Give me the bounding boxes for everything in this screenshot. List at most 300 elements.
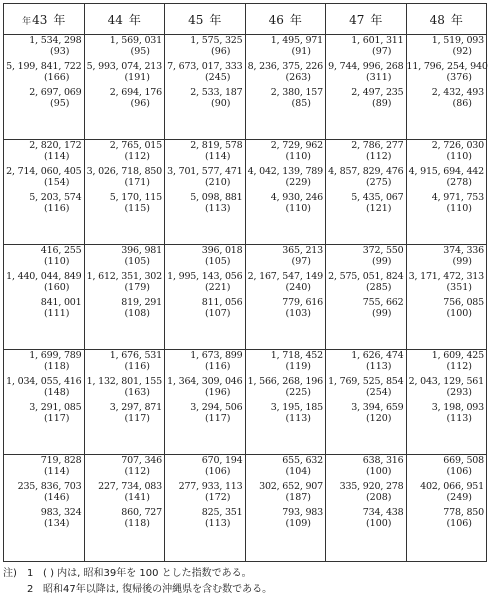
- entry-index: (110): [285, 203, 311, 214]
- entry-value: 2, 533, 187: [190, 87, 243, 98]
- cell-entry: [4, 61, 84, 83]
- cell-entry: [246, 402, 326, 424]
- entry-index: (120): [365, 413, 392, 424]
- entry-value: 302, 652, 907: [259, 481, 323, 492]
- table-cell: [245, 35, 326, 140]
- cell-entry: [326, 87, 406, 109]
- entry-index: (114): [204, 151, 231, 162]
- cell-entry: [407, 507, 487, 529]
- cell-entry: [326, 376, 406, 398]
- cell-entry: [4, 376, 84, 398]
- year-unit: 年: [450, 12, 463, 27]
- entry-index: (275): [365, 177, 392, 188]
- cell-entry: [4, 245, 84, 267]
- entry-value: 669, 508: [443, 455, 484, 466]
- entry-value: 3, 026, 718, 850: [86, 166, 162, 177]
- cell-entry: [85, 297, 165, 319]
- cell-entry: [4, 35, 84, 57]
- cell-entry: [407, 61, 487, 83]
- cell-entry: [326, 140, 406, 162]
- entry-index: (108): [124, 308, 150, 319]
- entry-value: 1, 673, 899: [190, 350, 243, 361]
- year-number: 45: [188, 12, 204, 27]
- entry-value: 4, 857, 829, 476: [328, 166, 404, 177]
- entry-index: (106): [446, 518, 472, 529]
- year-unit: 年: [370, 12, 383, 27]
- entry-value: 2, 819, 578: [190, 140, 243, 151]
- entry-value: 5, 098, 881: [190, 192, 243, 203]
- cell-entry: [85, 271, 165, 293]
- cell-entry: [165, 455, 245, 477]
- entry-index: (263): [285, 72, 311, 83]
- table-cell: [245, 455, 326, 562]
- year-number: 46: [268, 12, 284, 27]
- entry-index: (107): [204, 308, 231, 319]
- entry-value: 402, 066, 951: [420, 481, 484, 492]
- table-cell: [406, 35, 487, 140]
- cell-entry: [4, 166, 84, 188]
- entry-index: (254): [365, 387, 392, 398]
- cell-entry: [326, 481, 406, 503]
- cell-entry: [246, 35, 326, 57]
- cell-entry: [4, 481, 84, 503]
- cell-entry: [85, 402, 165, 424]
- entry-value: 396, 018: [201, 245, 243, 256]
- entry-index: (113): [285, 413, 311, 424]
- cell-entry: [165, 481, 245, 503]
- cell-entry: [165, 87, 245, 109]
- entry-index: (116): [43, 203, 70, 214]
- year-number: 43: [32, 12, 48, 27]
- cell-entry: [85, 376, 165, 398]
- table-cell: [326, 350, 407, 455]
- entry-value: 5, 435, 067: [351, 192, 404, 203]
- table-row: [4, 35, 487, 140]
- footnotes: [3, 566, 487, 598]
- entry-value: 335, 920, 278: [339, 481, 404, 492]
- footnote-text: ( ) 内は, 昭和39年を 100 とした指数である。: [43, 568, 252, 579]
- entry-index: (111): [43, 308, 70, 319]
- entry-value: 825, 351: [201, 507, 243, 518]
- entry-index: (113): [365, 361, 392, 372]
- cell-entry: [326, 166, 406, 188]
- cell-entry: [407, 166, 487, 188]
- table-cell: [4, 455, 85, 562]
- cell-entry: [326, 297, 406, 319]
- cell-entry: [165, 140, 245, 162]
- entry-index: (100): [446, 308, 472, 319]
- entry-index: (245): [204, 72, 231, 83]
- entry-value: 277, 933, 113: [178, 481, 243, 492]
- cell-entry: [4, 192, 84, 214]
- entry-value: 1, 626, 474: [351, 350, 404, 361]
- entry-index: (105): [204, 256, 231, 267]
- cell-entry: [85, 455, 165, 477]
- cell-entry: [165, 350, 245, 372]
- entry-value: 756, 085: [443, 297, 484, 308]
- table-cell: [84, 35, 165, 140]
- cell-entry: [246, 87, 326, 109]
- year-header-5: [406, 4, 487, 35]
- entry-index: (146): [43, 492, 70, 503]
- footnote-label: 注): [3, 568, 17, 579]
- cell-entry: [326, 245, 406, 267]
- entry-value: 1, 612, 351, 302: [86, 271, 162, 282]
- entry-value: 1, 676, 531: [109, 350, 162, 361]
- entry-index: (221): [204, 282, 231, 293]
- table-cell: [84, 455, 165, 562]
- cell-entry: [407, 192, 487, 214]
- entry-index: (85): [291, 98, 311, 109]
- entry-index: (113): [204, 518, 231, 529]
- cell-entry: [246, 507, 326, 529]
- entry-value: 1, 364, 309, 046: [167, 376, 243, 387]
- year-unit: 年: [209, 12, 222, 27]
- entry-index: (112): [124, 151, 150, 162]
- entry-value: 3, 394, 659: [351, 402, 404, 413]
- entry-value: 860, 727: [121, 507, 162, 518]
- entry-value: 227, 734, 083: [98, 481, 162, 492]
- table-cell: [326, 455, 407, 562]
- table-cell: [165, 455, 246, 562]
- footnote-2: [3, 582, 487, 598]
- cell-entry: [165, 192, 245, 214]
- data-table: [3, 3, 487, 562]
- entry-value: 5, 199, 841, 722: [6, 61, 82, 72]
- entry-index: (89): [371, 98, 392, 109]
- entry-value: 3, 171, 472, 313: [408, 271, 484, 282]
- entry-index: (93): [49, 46, 70, 57]
- cell-entry: [85, 245, 165, 267]
- cell-entry: [4, 87, 84, 109]
- entry-value: 819, 291: [121, 297, 162, 308]
- entry-index: (112): [365, 151, 392, 162]
- cell-entry: [246, 166, 326, 188]
- entry-value: 1, 519, 093: [431, 35, 484, 46]
- cell-entry: [246, 350, 326, 372]
- entry-value: 2, 765, 015: [109, 140, 162, 151]
- cell-entry: [326, 192, 406, 214]
- table-cell: [406, 245, 487, 350]
- entry-value: 3, 291, 085: [29, 402, 82, 413]
- entry-value: 1, 995, 143, 056: [167, 271, 243, 282]
- entry-value: 4, 042, 139, 789: [247, 166, 323, 177]
- year-header-1: [84, 4, 165, 35]
- cell-entry: [326, 35, 406, 57]
- cell-entry: [246, 481, 326, 503]
- entry-index: (229): [285, 177, 311, 188]
- entry-value: 1, 769, 525, 854: [328, 376, 404, 387]
- entry-value: 2, 697, 069: [29, 87, 82, 98]
- footnote-1: [3, 566, 487, 582]
- entry-value: 5, 203, 574: [29, 192, 82, 203]
- entry-value: 374, 336: [443, 245, 484, 256]
- cell-entry: [246, 61, 326, 83]
- cell-entry: [246, 297, 326, 319]
- entry-index: (278): [446, 177, 472, 188]
- cell-entry: [326, 350, 406, 372]
- entry-value: 3, 294, 506: [190, 402, 243, 413]
- entry-index: (97): [371, 46, 392, 57]
- entry-index: (225): [285, 387, 311, 398]
- year-unit: 年: [53, 12, 66, 27]
- entry-value: 638, 316: [362, 455, 404, 466]
- entry-index: (110): [285, 151, 311, 162]
- cell-entry: [85, 192, 165, 214]
- year-number: 44: [107, 12, 123, 27]
- cell-entry: [165, 297, 245, 319]
- entry-value: 2, 694, 176: [109, 87, 162, 98]
- cell-entry: [246, 192, 326, 214]
- entry-index: (110): [446, 203, 472, 214]
- entry-value: 1, 718, 452: [270, 350, 323, 361]
- entry-index: (99): [371, 308, 392, 319]
- entry-index: (121): [365, 203, 392, 214]
- entry-value: 3, 701, 577, 471: [167, 166, 243, 177]
- entry-index: (100): [365, 466, 392, 477]
- entry-value: 235, 836, 703: [17, 481, 82, 492]
- cell-entry: [326, 402, 406, 424]
- entry-index: (97): [291, 256, 311, 267]
- entry-index: (293): [446, 387, 472, 398]
- entry-value: 841, 001: [40, 297, 82, 308]
- entry-value: 5, 993, 074, 213: [86, 61, 162, 72]
- entry-value: 1, 495, 971: [270, 35, 323, 46]
- table-cell: [245, 140, 326, 245]
- table-cell: [245, 350, 326, 455]
- cell-entry: [4, 297, 84, 319]
- entry-value: 2, 729, 962: [270, 140, 323, 151]
- entry-index: (110): [446, 151, 472, 162]
- table-cell: [406, 350, 487, 455]
- entry-value: 2, 043, 129, 561: [408, 376, 484, 387]
- entry-value: 778, 850: [443, 507, 484, 518]
- entry-index: (113): [204, 203, 231, 214]
- entry-value: 2, 714, 060, 405: [6, 166, 82, 177]
- entry-value: 2, 497, 235: [351, 87, 404, 98]
- entry-value: 1, 566, 268, 196: [247, 376, 323, 387]
- cell-entry: [246, 245, 326, 267]
- entry-value: 372, 550: [362, 245, 404, 256]
- cell-entry: [165, 402, 245, 424]
- entry-value: 779, 616: [282, 297, 323, 308]
- entry-value: 8, 236, 375, 226: [247, 61, 323, 72]
- cell-entry: [407, 481, 487, 503]
- entry-index: (117): [124, 413, 150, 424]
- entry-index: (96): [210, 46, 231, 57]
- table-cell: [4, 350, 85, 455]
- cell-entry: [165, 245, 245, 267]
- entry-index: (117): [204, 413, 231, 424]
- entry-index: (118): [43, 361, 70, 372]
- entry-value: 1, 699, 789: [29, 350, 82, 361]
- entry-index: (114): [43, 151, 70, 162]
- entry-index: (179): [124, 282, 150, 293]
- entry-index: (106): [446, 466, 472, 477]
- entry-index: (112): [446, 361, 472, 372]
- entry-index: (171): [124, 177, 150, 188]
- entry-value: 1, 575, 325: [190, 35, 243, 46]
- table-cell: [245, 245, 326, 350]
- cell-entry: [85, 350, 165, 372]
- table-row: [4, 350, 487, 455]
- entry-value: 1, 601, 311: [351, 35, 404, 46]
- entry-index: (114): [43, 466, 70, 477]
- cell-entry: [246, 140, 326, 162]
- year-header-0: [4, 4, 85, 35]
- entry-value: 1, 034, 055, 416: [6, 376, 82, 387]
- table-cell: [326, 140, 407, 245]
- cell-entry: [4, 140, 84, 162]
- entry-value: 2, 432, 493: [431, 87, 484, 98]
- entry-index: (99): [371, 256, 392, 267]
- entry-value: 3, 198, 093: [431, 402, 484, 413]
- entry-value: 1, 440, 044, 849: [6, 271, 82, 282]
- entry-index: (118): [124, 518, 150, 529]
- entry-index: (95): [49, 98, 70, 109]
- cell-entry: [165, 271, 245, 293]
- cell-entry: [326, 455, 406, 477]
- table-cell: [165, 350, 246, 455]
- table-cell: [406, 455, 487, 562]
- entry-value: 2, 167, 547, 149: [247, 271, 323, 282]
- cell-entry: [4, 455, 84, 477]
- entry-index: (103): [285, 308, 311, 319]
- cell-entry: [407, 140, 487, 162]
- entry-value: 2, 575, 051, 824: [328, 271, 404, 282]
- entry-value: 755, 662: [362, 297, 404, 308]
- entry-index: (86): [452, 98, 472, 109]
- cell-entry: [407, 245, 487, 267]
- entry-value: 4, 915, 694, 442: [408, 166, 484, 177]
- cell-entry: [407, 297, 487, 319]
- entry-index: (91): [291, 46, 311, 57]
- cell-entry: [326, 61, 406, 83]
- entry-index: (154): [43, 177, 70, 188]
- entry-index: (90): [210, 98, 231, 109]
- entry-value: 811, 056: [201, 297, 243, 308]
- cell-entry: [85, 35, 165, 57]
- footnote-number: 2: [27, 584, 34, 595]
- cell-entry: [165, 35, 245, 57]
- table-cell: [84, 350, 165, 455]
- entry-value: 2, 786, 277: [351, 140, 404, 151]
- year-mark: 年: [22, 16, 32, 27]
- entry-index: (166): [43, 72, 70, 83]
- entry-value: 3, 195, 185: [270, 402, 323, 413]
- cell-entry: [165, 61, 245, 83]
- cell-entry: [85, 507, 165, 529]
- entry-value: 983, 324: [40, 507, 82, 518]
- entry-index: (196): [204, 387, 231, 398]
- entry-value: 365, 213: [282, 245, 323, 256]
- cell-entry: [85, 61, 165, 83]
- table-cell: [165, 245, 246, 350]
- entry-index: (110): [43, 256, 70, 267]
- cell-entry: [4, 402, 84, 424]
- year-unit: 年: [289, 12, 302, 27]
- entry-index: (99): [452, 256, 472, 267]
- cell-entry: [407, 350, 487, 372]
- table-row: [4, 140, 487, 245]
- entry-index: (95): [130, 46, 150, 57]
- table-cell: [84, 245, 165, 350]
- entry-value: 3, 297, 871: [109, 402, 162, 413]
- entry-value: 655, 632: [282, 455, 323, 466]
- entry-value: 2, 726, 030: [431, 140, 484, 151]
- year-number: 47: [349, 12, 365, 27]
- cell-entry: [85, 87, 165, 109]
- entry-value: 2, 380, 157: [270, 87, 323, 98]
- cell-entry: [85, 166, 165, 188]
- entry-value: 7, 673, 017, 333: [167, 61, 243, 72]
- entry-index: (92): [452, 46, 472, 57]
- entry-index: (208): [365, 492, 392, 503]
- entry-value: 9, 744, 996, 268: [328, 61, 404, 72]
- cell-entry: [407, 376, 487, 398]
- entry-value: 5, 170, 115: [109, 192, 162, 203]
- cell-entry: [165, 166, 245, 188]
- entry-index: (116): [124, 361, 150, 372]
- entry-value: 4, 930, 246: [270, 192, 323, 203]
- cell-entry: [407, 271, 487, 293]
- year-unit: 年: [128, 12, 141, 27]
- entry-value: 1, 569, 031: [109, 35, 162, 46]
- entry-index: (117): [43, 413, 70, 424]
- cell-entry: [246, 455, 326, 477]
- entry-index: (285): [365, 282, 392, 293]
- entry-index: (104): [285, 466, 311, 477]
- entry-index: (109): [285, 518, 311, 529]
- entry-value: 1, 534, 298: [29, 35, 82, 46]
- table-cell: [84, 140, 165, 245]
- table-cell: [326, 35, 407, 140]
- entry-index: (351): [446, 282, 472, 293]
- entry-index: (113): [446, 413, 472, 424]
- statistics-sheet: [3, 3, 487, 598]
- cell-entry: [4, 350, 84, 372]
- footnote-text: 昭和47年以降は, 復帰後の沖縄県を含む数である。: [43, 584, 273, 595]
- year-number: 48: [429, 12, 445, 27]
- cell-entry: [407, 87, 487, 109]
- entry-index: (160): [43, 282, 70, 293]
- year-header-row: [4, 4, 487, 35]
- table-cell: [326, 245, 407, 350]
- entry-index: (163): [124, 387, 150, 398]
- table-cell: [4, 245, 85, 350]
- entry-value: 734, 438: [362, 507, 404, 518]
- table-cell: [4, 35, 85, 140]
- year-header-2: [165, 4, 246, 35]
- table-row: [4, 455, 487, 562]
- cell-entry: [165, 376, 245, 398]
- cell-entry: [326, 507, 406, 529]
- cell-entry: [407, 402, 487, 424]
- entry-index: (172): [204, 492, 231, 503]
- entry-index: (116): [204, 361, 231, 372]
- cell-entry: [246, 271, 326, 293]
- entry-index: (191): [124, 72, 150, 83]
- entry-index: (376): [446, 72, 472, 83]
- cell-entry: [407, 35, 487, 57]
- entry-index: (148): [43, 387, 70, 398]
- entry-index: (115): [124, 203, 150, 214]
- table-row: [4, 245, 487, 350]
- table-cell: [406, 140, 487, 245]
- entry-value: 1, 609, 425: [431, 350, 484, 361]
- entry-index: (311): [365, 72, 392, 83]
- table-cell: [4, 140, 85, 245]
